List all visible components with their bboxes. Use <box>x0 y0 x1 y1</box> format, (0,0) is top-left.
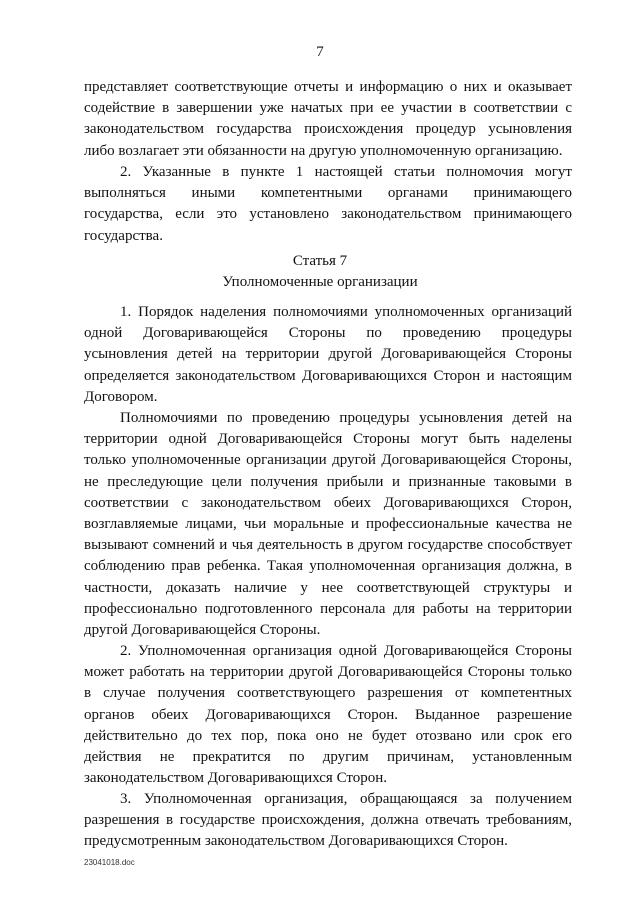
article-7-paragraph-1b <box>84 408 572 641</box>
text-line: определяется законодательством Договаривающихся Сторон и настоящим <box>84 367 572 384</box>
text-line: Договором. <box>84 388 158 405</box>
paragraph-continuation <box>84 77 572 162</box>
text-line: действия не прекратится по другим причинам, установленным <box>84 749 572 766</box>
text-line: одной Договаривающейся Стороны по проведению процедуры <box>84 325 572 342</box>
text-line: не преследующие цели получения прибыли и признанные таковыми в <box>84 473 572 490</box>
text-line: государства, если это установлено законодательством принимающего <box>84 206 572 223</box>
text-line: предусмотренным законодательством Договаривающихся Сторон. <box>84 833 508 850</box>
text-line: действительно до тех пор, пока оно не будет отозвано или срок его <box>84 727 572 744</box>
text-line: законодательством государства происхождения процедур усыновления <box>84 121 572 138</box>
text-line: 2. Уполномоченная организация одной Договаривающейся Стороны <box>120 643 572 659</box>
text-line: усыновления детей на территории другой Договаривающейся Стороны <box>84 346 572 363</box>
text-line: разрешения в государстве происхождения, должна отвечать требованиям, <box>84 812 572 829</box>
text-line: возглавляемые лицами, чьи моральные и профессиональные качества не <box>84 516 572 533</box>
text-line: законодательством Договаривающихся Сторон. <box>84 770 388 787</box>
text-line: государства. <box>84 227 163 244</box>
text-line: в случае получения соответствующего разрешения от компетентных <box>84 685 572 702</box>
text-line: Полномочиями по проведению процедуры усыновления детей на <box>120 410 572 426</box>
article-7-paragraph-2 <box>84 641 572 789</box>
article-7-paragraph-3 <box>84 789 572 853</box>
article-title: Уполномоченные организации <box>222 274 418 290</box>
text-line: соблюдению прав ребенка. Такая уполномоченная организация должна, в <box>84 558 572 575</box>
text-line: соответствии с законодательством обеих Договаривающихся Сторон, <box>84 494 572 511</box>
text-line: вызывают сомнений и чья деятельность в другом государстве способствует <box>84 537 572 554</box>
text-line: профессионально подготовленного персонала для работы на территории <box>84 600 572 617</box>
text-line: выполняться иными компетентными органами принимающего <box>84 185 572 202</box>
text-line: 1. Порядок наделения полномочиями уполномоченных организаций <box>120 304 572 320</box>
text-line: частности, доказать наличие у нее соответствующей структуры и <box>84 579 572 596</box>
article-number: Статья 7 <box>292 253 348 269</box>
text-line: другой Договаривающейся Стороны. <box>84 622 321 639</box>
text-line: 2. Указанные в пункте 1 настоящей статьи полномочия могут <box>120 164 572 180</box>
text-line: может работать на территории другой Договаривающейся Стороны только <box>84 664 572 681</box>
text-line: содействие в завершении уже начатых при ее участии в соответствии с <box>84 100 572 117</box>
text-line: территории одной Договаривающейся Стороны могут быть наделены <box>84 431 572 448</box>
text-line: представляет соответствующие отчеты и информацию о них и оказывает <box>84 79 572 95</box>
paragraph-item-2 <box>84 162 572 247</box>
text-line: только уполномоченные организации другой Договаривающейся Стороны, <box>84 452 572 469</box>
text-line: 3. Уполномоченная организация, обращающаяся за получением <box>120 791 572 807</box>
article-7-paragraph-1 <box>84 302 572 408</box>
document-filename: 23041018.doc <box>84 858 135 867</box>
page-number: 7 <box>316 44 324 60</box>
text-line: органов обеих Договаривающихся Сторон. Выданное разрешение <box>84 706 572 723</box>
text-line: либо возлагает эти обязанности на другую уполномоченную организацию. <box>84 142 563 159</box>
